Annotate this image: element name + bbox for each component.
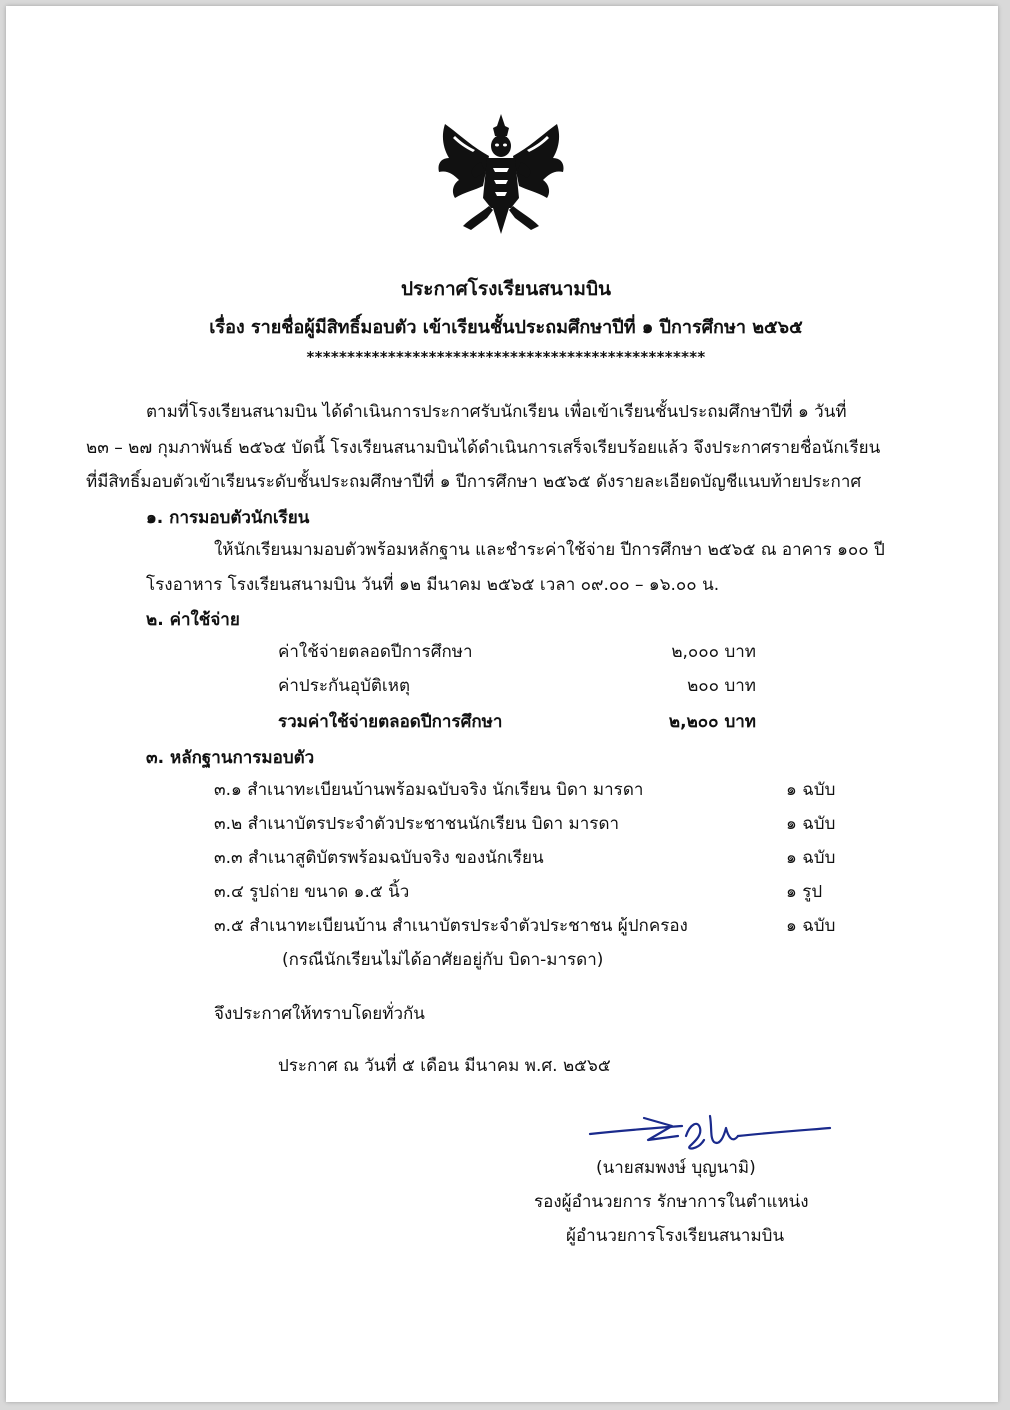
document-item-2: ๓.๒ สำเนาบัตรประจำตัวประชาชนนักเรียน บิดา มารดา bbox=[214, 814, 620, 834]
announcement-title: ประกาศโรงเรียนสนามบิน bbox=[400, 278, 612, 300]
fee-label-insurance: ค่าประกันอุบัติเหตุ bbox=[278, 676, 410, 696]
document-item-1-qty: ๑ ฉบับ bbox=[786, 780, 836, 800]
section3-heading: ๓. หลักฐานการมอบตัว bbox=[146, 748, 315, 768]
document-item-2-qty: ๑ ฉบับ bbox=[786, 814, 836, 834]
fee-amount-total: ๒,๒๐๐ บาท bbox=[668, 712, 756, 732]
section1-heading: ๑. การมอบตัวนักเรียน bbox=[146, 508, 310, 528]
announcement-subject: เรื่อง รายชื่อผู้มีสิทธิ์มอบตัว เข้าเรียนชั้นประถมศึกษาปีที่ ๑ ปีการศึกษา ๒๕๖๕ bbox=[209, 317, 803, 338]
document-item-5-qty: ๑ ฉบับ bbox=[786, 916, 836, 936]
fee-label-total: รวมค่าใช้จ่ายตลอดปีการศึกษา bbox=[278, 712, 503, 732]
fee-amount-insurance: ๒๐๐ บาท bbox=[687, 676, 756, 696]
intro-line-1: ตามที่โรงเรียนสนามบิน ได้ดำเนินการประกาศรับนักเรียน เพื่อเข้าเรียนชั้นประถมศึกษาปีที่ ๑ วันที่ bbox=[146, 402, 847, 422]
document-item-3: ๓.๓ สำเนาสูติบัตรพร้อมฉบับจริง ของนักเรียน bbox=[214, 848, 544, 868]
star-divider: ************************************************* bbox=[306, 348, 706, 366]
intro-line-3: ที่มีสิทธิ์มอบตัวเข้าเรียนระดับชั้นประถมศึกษาปีที่ ๑ ปีการศึกษา ๒๕๖๕ ดังรายละเอียดบัญชีแนบท้ายประกาศ bbox=[86, 472, 862, 492]
section1-line-1: ให้นักเรียนมามอบตัวพร้อมหลักฐาน และชำระค่าใช้จ่าย ปีการศึกษา ๒๕๖๕ ณ อาคาร ๑๐๐ ปี bbox=[214, 540, 885, 560]
section2-heading: ๒. ค่าใช้จ่าย bbox=[146, 610, 240, 630]
handwritten-signature bbox=[586, 1106, 836, 1156]
garuda-emblem-icon bbox=[431, 106, 571, 242]
document-item-5: ๓.๕ สำเนาทะเบียนบ้าน สำเนาบัตรประจำตัวประชาชน ผู้ปกครอง bbox=[214, 916, 688, 936]
document-page bbox=[6, 6, 998, 1402]
signer-position-2: ผู้อำนวยการโรงเรียนสนามบิน bbox=[566, 1226, 785, 1246]
announcement-date: ประกาศ ณ วันที่ ๕ เดือน มีนาคม พ.ศ. ๒๕๖๕ bbox=[278, 1056, 611, 1076]
document-item-4: ๓.๔ รูปถ่าย ขนาด ๑.๕ นิ้ว bbox=[214, 882, 410, 902]
document-item-4-qty: ๑ รูป bbox=[786, 882, 823, 902]
guardian-note: (กรณีนักเรียนไม่ได้อาศัยอยู่กับ บิดา-มารดา) bbox=[282, 950, 604, 970]
intro-line-2: ๒๓ – ๒๗ กุมภาพันธ์ ๒๕๖๕ บัดนี้ โรงเรียนสนามบินได้ดำเนินการเสร็จเรียบร้อยแล้ว จึงประกาศรายชื่อนักเรียน bbox=[86, 438, 881, 458]
document-item-1: ๓.๑ สำเนาทะเบียนบ้านพร้อมฉบับจริง นักเรียน บิดา มารดา bbox=[214, 780, 644, 800]
signer-name: (นายสมพงษ์ บุญนามิ) bbox=[596, 1158, 756, 1178]
section1-line-2: โรงอาหาร โรงเรียนสนามบิน วันที่ ๑๒ มีนาคม ๒๕๖๕ เวลา ๐๙.๐๐ – ๑๖.๐๐ น. bbox=[146, 575, 720, 595]
fee-label-annual: ค่าใช้จ่ายตลอดปีการศึกษา bbox=[278, 642, 473, 662]
signer-position-1: รองผู้อำนวยการ รักษาการในตำแหน่ง bbox=[534, 1192, 809, 1212]
fee-amount-annual: ๒,๐๐๐ บาท bbox=[671, 642, 756, 662]
closing-announce: จึงประกาศให้ทราบโดยทั่วกัน bbox=[214, 1004, 425, 1024]
document-item-3-qty: ๑ ฉบับ bbox=[786, 848, 836, 868]
